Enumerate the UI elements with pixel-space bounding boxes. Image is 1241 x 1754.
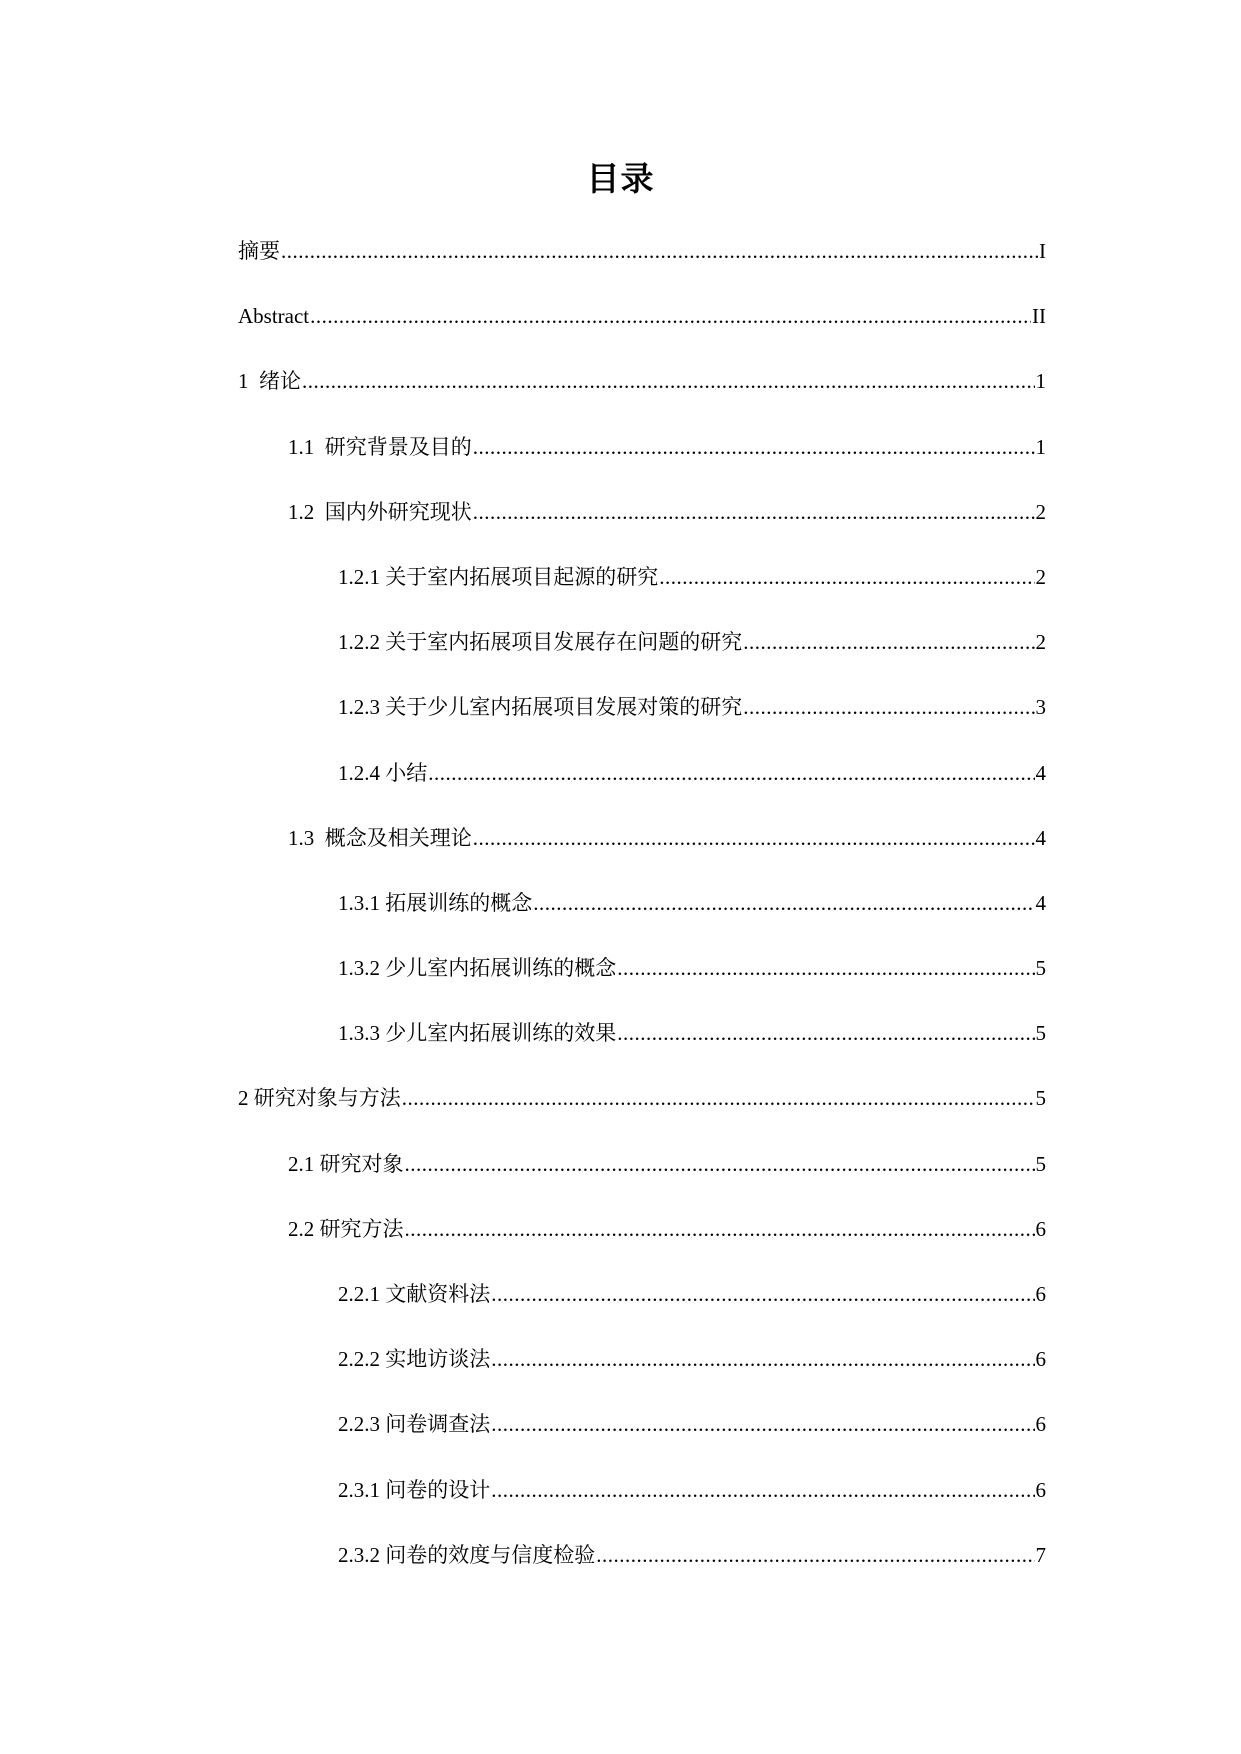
toc-entry-title: 2.1 研究对象 [288,1151,404,1176]
toc-entry[interactable] [238,1409,1046,1474]
toc-entry[interactable] [238,562,1046,627]
toc-entry[interactable] [238,758,1046,823]
toc-entry-page: 2 [1035,630,1046,655]
toc-entry-title: 1.2 国内外研究现状 [288,499,472,524]
toc-entry[interactable] [238,497,1046,562]
toc-entry[interactable] [238,1279,1046,1344]
toc-entry-page: II [1032,304,1046,329]
dot-leader [491,1475,1034,1505]
toc-entry-page: 7 [1035,1542,1046,1567]
toc-entry-title: 1.3.2 少儿室内拓展训练的概念 [338,956,617,981]
dot-leader [596,1540,1034,1570]
toc-entry-title: 1.2.1 关于室内拓展项目起源的研究 [338,564,659,589]
dot-leader [617,953,1034,983]
toc-entry[interactable] [238,1149,1046,1214]
toc-entry-page: 5 [1035,1021,1046,1046]
dot-leader [491,1409,1034,1439]
dot-leader [302,366,1035,396]
toc-entry-title: 1.3.3 少儿室内拓展训练的效果 [338,1021,617,1046]
toc-entry-page: 6 [1035,1347,1046,1372]
toc-entry-page: 6 [1035,1216,1046,1241]
toc-entry-title: 1.3 概念及相关理论 [288,825,472,850]
toc-entry-page: 6 [1035,1412,1046,1437]
toc-entry-title: 2.2.2 实地访谈法 [338,1347,491,1372]
toc-entry-title: 2.2 研究方法 [288,1216,404,1241]
toc-entry-title: 2.2.3 问卷调查法 [338,1412,491,1437]
toc-entry-page: 6 [1035,1282,1046,1306]
toc-entry[interactable] [238,1083,1046,1148]
dot-leader [743,692,1034,722]
toc-entry-title: 1.2.4 小结 [338,760,428,785]
toc-entry-title: 2.3.2 问卷的效度与信度检验 [338,1542,596,1567]
toc-entry-page: 3 [1035,695,1046,720]
toc-entry-title: 2.2.1 文献资料法 [338,1282,491,1306]
toc-entry[interactable] [238,823,1046,888]
toc-entry-page: 6 [1035,1477,1046,1502]
toc-entry-title: 1.2.2 关于室内拓展项目发展存在问题的研究 [338,630,743,655]
toc-entry-title: Abstract [238,304,310,329]
toc-entry-page: 5 [1035,1151,1046,1176]
dot-leader [533,888,1034,918]
toc-entry-page: 2 [1035,499,1046,524]
toc-entry-page: 1 [1035,369,1046,394]
dot-leader [405,1214,1035,1244]
toc-entry[interactable] [238,366,1046,431]
toc-entry[interactable] [238,627,1046,692]
toc-entry[interactable] [238,432,1046,497]
toc-entry[interactable] [238,1540,1046,1605]
toc-entry-title: 1.1 研究背景及目的 [288,434,472,459]
toc-entry-title: 摘要 [238,239,280,263]
toc-entry[interactable] [238,953,1046,1018]
toc-entry[interactable] [238,301,1046,366]
toc-entry-title: 2.3.1 问卷的设计 [338,1477,491,1502]
toc-entry-page: 4 [1035,890,1046,915]
toc-entry-page: 4 [1035,760,1046,785]
toc-entry-title: 1 绪论 [238,369,301,394]
toc-entry[interactable] [238,692,1046,757]
toc-entry[interactable] [238,236,1046,301]
toc-entry-title: 2 研究对象与方法 [238,1086,401,1111]
dot-leader [491,1344,1034,1374]
dot-leader [617,1018,1034,1048]
dot-leader [310,301,1031,331]
dot-leader [743,627,1034,657]
toc-entry[interactable] [238,1018,1046,1083]
dot-leader [473,497,1035,527]
toc-entry-page: 2 [1035,564,1046,589]
toc-entry[interactable] [238,1214,1046,1279]
toc-entry-title: 1.2.3 关于少儿室内拓展项目发展对策的研究 [338,695,743,720]
dot-leader [281,236,1038,266]
dot-leader [473,823,1035,853]
table-of-contents [238,236,1046,1605]
dot-leader [491,1279,1034,1309]
dot-leader [402,1083,1035,1113]
dot-leader [659,562,1034,592]
dot-leader [473,432,1035,462]
toc-entry[interactable] [238,1344,1046,1409]
toc-entry-page: 5 [1035,956,1046,981]
dot-leader [428,758,1034,788]
toc-entry-title: 1.3.1 拓展训练的概念 [338,890,533,915]
toc-entry-page: 5 [1035,1086,1046,1111]
page-title: 目录 [586,162,655,198]
toc-entry-page: I [1039,239,1046,263]
toc-entry[interactable] [238,1475,1046,1540]
toc-entry[interactable] [238,888,1046,953]
dot-leader [405,1149,1035,1179]
toc-entry-page: 1 [1035,434,1046,459]
toc-entry-page: 4 [1035,825,1046,850]
